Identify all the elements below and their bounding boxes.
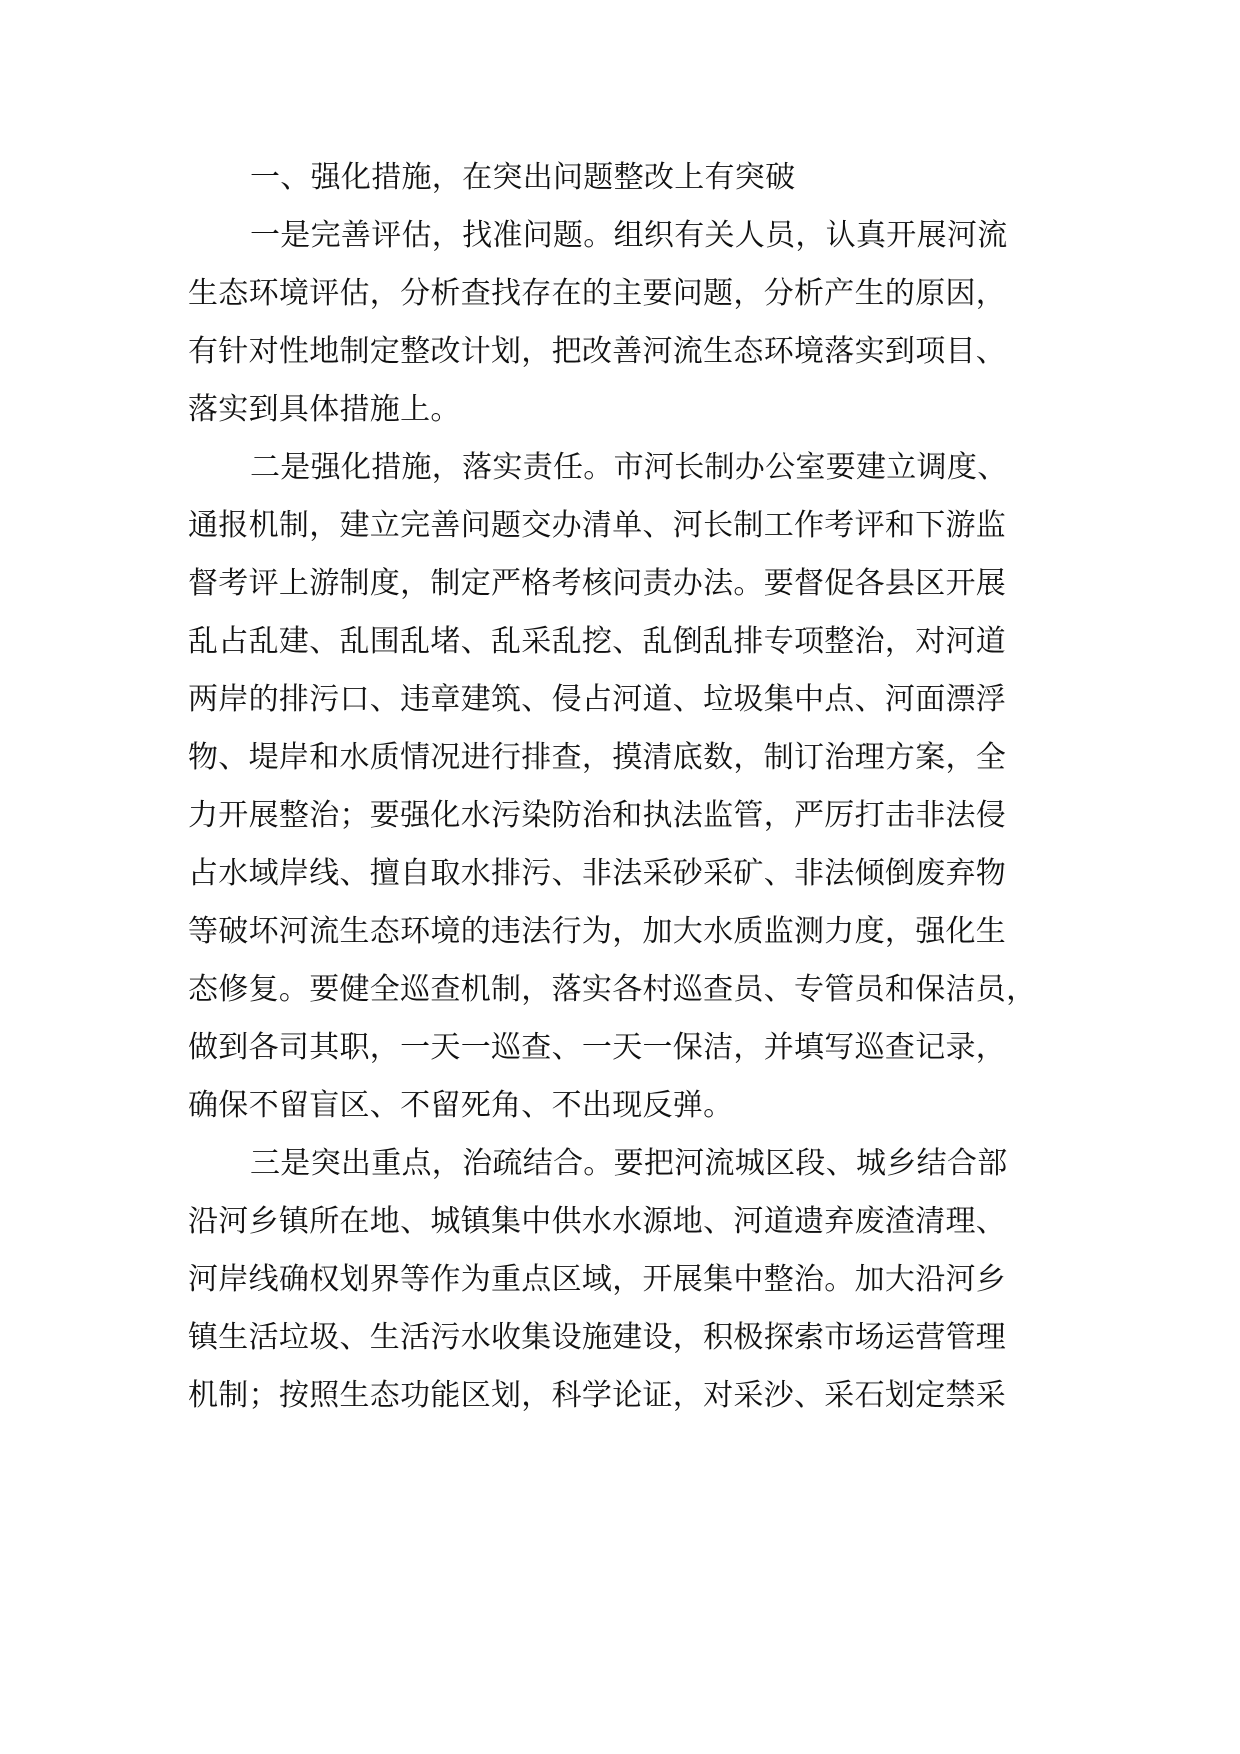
text-line: 等破坏河流生态环境的违法行为，加大水质监测力度，强化生 [188,914,1007,949]
text-line: 督考评上游制度，制定严格考核问责办法。要督促各县区开展 [188,566,1007,601]
text-line: 占水域岸线、擅自取水排污、非法采砂采矿、非法倾倒废弃物 [188,856,1007,891]
text-line: 确保不留盲区、不留死角、不出现反弹。 [188,1088,734,1123]
text-line: 力开展整治；要强化水污染防治和执法监管，严厉打击非法侵 [188,798,1007,833]
text-line: 河岸线确权划界等作为重点区域，开展集中整治。加大沿河乡 [188,1262,1007,1297]
text-line: 乱占乱建、乱围乱堵、乱采乱挖、乱倒乱排专项整治，对河道 [188,624,1007,659]
text-line: 通报机制，建立完善问题交办清单、河长制工作考评和下游监 [188,508,1007,543]
text-line: 三是突出重点，治疏结合。要把河流城区段、城乡结合部 [250,1146,1008,1181]
text-line: 生态环境评估，分析查找存在的主要问题，分析产生的原因， [188,276,1007,311]
text-line: 二是强化措施，落实责任。市河长制办公室要建立调度、 [250,450,1008,485]
text-line: 物、堤岸和水质情况进行排查，摸清底数，制订治理方案，全 [188,740,1007,775]
text-line: 做到各司其职，一天一巡查、一天一保洁，并填写巡查记录， [188,1030,1007,1065]
text-line: 沿河乡镇所在地、城镇集中供水水源地、河道遗弃废渣清理、 [188,1204,1007,1239]
text-line: 两岸的排污口、违章建筑、侵占河道、垃圾集中点、河面漂浮 [188,682,1007,717]
text-line: 有针对性地制定整改计划，把改善河流生态环境落实到项目、 [188,334,1007,369]
text-line: 镇生活垃圾、生活污水收集设施建设，积极探索市场运营管理 [188,1320,1007,1355]
text-line: 一是完善评估，找准问题。组织有关人员，认真开展河流 [250,218,1008,253]
text-line: 机制；按照生态功能区划，科学论证，对采沙、采石划定禁采 [188,1378,1007,1413]
text-line: 态修复。要健全巡查机制，落实各村巡查员、专管员和保洁员， [188,972,1037,1007]
section-heading: 一、强化措施，在突出问题整改上有突破 [250,160,796,195]
text-line: 落实到具体措施上。 [188,392,461,427]
